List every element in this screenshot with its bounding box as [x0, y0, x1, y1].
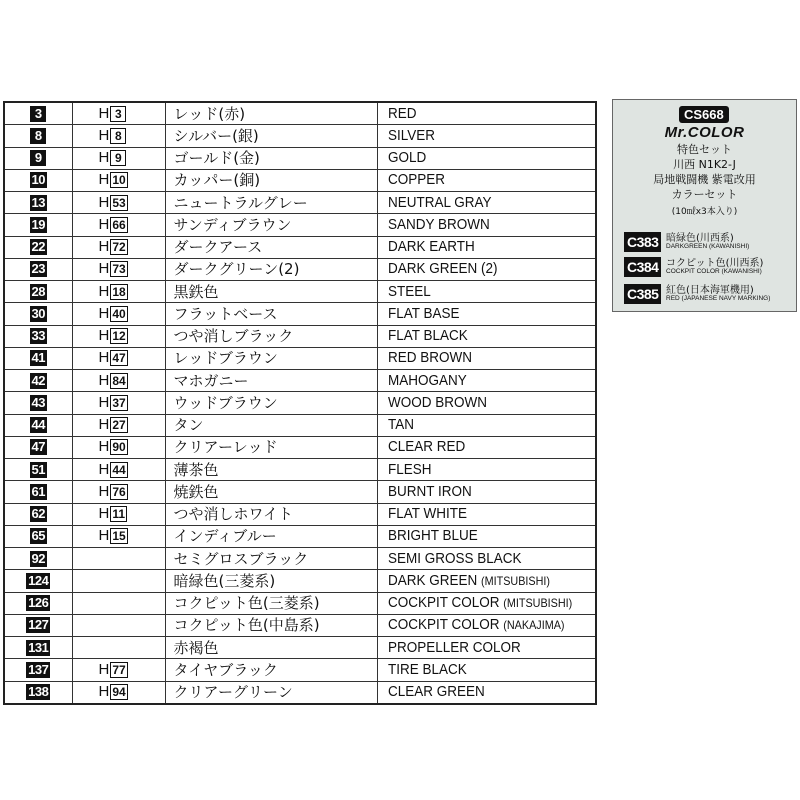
paint-number-badge: 62	[31, 506, 45, 522]
table-row	[4, 548, 596, 570]
paint-number-badge: 61	[31, 483, 45, 499]
english-name: FLAT BASE	[387, 304, 460, 322]
paint-reference-table	[3, 101, 597, 705]
paint-number-cell	[4, 481, 72, 503]
english-name-cell	[377, 570, 596, 592]
japanese-name: クリアーグリーン	[165, 681, 377, 704]
paint-number-badge: 138	[28, 684, 49, 700]
english-name-text	[388, 282, 431, 302]
table-row	[4, 303, 596, 325]
english-name-cell	[377, 681, 596, 704]
hobby-code-box: 47	[112, 351, 126, 366]
japanese-name: レッドブラウン	[165, 347, 377, 369]
english-name-text	[388, 348, 472, 368]
english-name: DARK GREEN (2)	[387, 260, 498, 278]
english-name: STEEL	[387, 282, 431, 300]
english-name-text	[388, 170, 445, 190]
japanese-name: 赤褐色	[165, 637, 377, 659]
english-name-text	[388, 371, 467, 391]
hobby-code-cell	[72, 637, 165, 659]
english-name-cell	[377, 214, 596, 236]
english-name-text	[388, 638, 521, 658]
hobby-prefix: H	[98, 438, 110, 456]
hobby-code-box: 3	[110, 106, 126, 122]
color-name-jp: 紅色(日本海軍機用)	[666, 285, 754, 296]
color-code-badge: C384	[624, 257, 661, 277]
paint-number-badge: 28	[31, 283, 45, 299]
paint-number-cell	[4, 258, 72, 280]
english-name-cell	[377, 459, 596, 481]
table-row	[4, 659, 596, 681]
japanese-name: ダークグリーン(2)	[165, 258, 377, 280]
hobby-code-box: 76	[112, 484, 126, 499]
paint-number-badge: 47	[31, 439, 45, 455]
hobby-code-cell	[72, 303, 165, 325]
set-code-badge: CS668	[679, 106, 729, 123]
brand-logo: Mr.COLOR	[664, 124, 745, 141]
japanese-name: インディブルー	[165, 525, 377, 547]
japanese-name: ダークアース	[165, 236, 377, 258]
hobby-code-cell	[72, 503, 165, 525]
paint-number-badge: 8	[30, 128, 46, 144]
hobby-code-cell	[72, 214, 165, 236]
japanese-name: 薄茶色	[165, 459, 377, 481]
english-name-text	[388, 193, 492, 213]
english-name-cell	[377, 392, 596, 414]
japanese-name: フラットベース	[165, 303, 377, 325]
english-name-text	[388, 482, 472, 502]
english-name: COCKPIT COLOR	[387, 594, 500, 612]
table-row	[4, 281, 596, 303]
japanese-name: つや消しブラック	[165, 325, 377, 347]
hobby-code-cell	[72, 236, 165, 258]
english-name: COCKPIT COLOR	[387, 616, 500, 634]
color-name-en: COCKPIT COLOR (KAWANISHI)	[666, 268, 762, 275]
english-name-text	[388, 326, 468, 346]
hobby-code-box: 90	[112, 440, 126, 455]
hobby-prefix: H	[98, 660, 110, 678]
paint-number-cell	[4, 392, 72, 414]
japanese-name: クリアーレッド	[165, 436, 377, 458]
hobby-code-box: 72	[112, 240, 126, 255]
hobby-prefix: H	[98, 238, 110, 256]
english-name-cell	[377, 592, 596, 614]
english-name-text	[388, 259, 498, 279]
hobby-code-cell	[72, 125, 165, 147]
paint-number-badge: 137	[28, 661, 49, 677]
english-name-cell	[377, 147, 596, 169]
table-row	[4, 169, 596, 191]
english-name-cell	[377, 236, 596, 258]
english-name-cell	[377, 169, 596, 191]
hobby-code-box: 84	[112, 373, 126, 388]
paint-number-cell	[4, 548, 72, 570]
paint-number-badge: 33	[31, 328, 45, 344]
japanese-name: セミグロスブラック	[165, 548, 377, 570]
hobby-code-box: 37	[112, 395, 126, 410]
japanese-name: 焼鉄色	[165, 481, 377, 503]
table-row	[4, 325, 596, 347]
english-name-cell	[377, 325, 596, 347]
table-row	[4, 102, 596, 125]
english-name-suffix: (MITSUBISHI)	[480, 573, 550, 588]
japanese-name: マホガニー	[165, 370, 377, 392]
table-row	[4, 637, 596, 659]
english-name-text	[388, 304, 460, 324]
paint-number-badge: 92	[31, 550, 45, 566]
color-code-badge: C385	[624, 284, 661, 304]
paint-number-badge: 42	[31, 372, 45, 388]
hobby-code-cell	[72, 592, 165, 614]
japanese-name: ウッドブラウン	[165, 392, 377, 414]
hobby-prefix: H	[98, 304, 110, 322]
color-name-en: DARKGREEN (KAWANISHI)	[666, 243, 750, 250]
english-name: WOOD BROWN	[387, 393, 487, 411]
paint-number-badge: 43	[31, 394, 45, 410]
english-name-cell	[377, 614, 596, 636]
set-line-4: カラーセット	[671, 188, 738, 201]
hobby-code-cell	[72, 281, 165, 303]
paint-number-cell	[4, 414, 72, 436]
hobby-code-box: 27	[112, 418, 126, 433]
set-line-2: 川西 N1K2-J	[673, 158, 736, 171]
hobby-code-box: 94	[112, 685, 126, 700]
paint-number-cell	[4, 436, 72, 458]
english-name-cell	[377, 125, 596, 147]
japanese-name: シルバー(銀)	[165, 125, 377, 147]
hobby-code-cell	[72, 347, 165, 369]
hobby-prefix: H	[98, 683, 110, 701]
paint-number-cell	[4, 102, 72, 125]
english-name-cell	[377, 347, 596, 369]
hobby-code-cell	[72, 481, 165, 503]
english-name: DARK EARTH	[387, 238, 475, 256]
hobby-prefix: H	[98, 505, 110, 523]
english-name-text	[388, 415, 414, 435]
english-name: DARK GREEN	[387, 571, 477, 589]
color-name-jp: コクピット色(川西系)	[666, 258, 764, 269]
english-name-text	[388, 504, 467, 524]
table-row	[4, 192, 596, 214]
japanese-name: サンディブラウン	[165, 214, 377, 236]
hobby-code-box: 77	[112, 662, 126, 677]
paint-number-cell	[4, 214, 72, 236]
paint-number-badge: 41	[31, 350, 45, 366]
paint-number-cell	[4, 325, 72, 347]
english-name-text	[388, 148, 426, 168]
japanese-name: つや消しホワイト	[165, 503, 377, 525]
english-name-text	[388, 615, 564, 635]
set-line-3: 局地戦闘機 紫電改用	[653, 173, 756, 186]
hobby-code-box: 18	[112, 284, 126, 299]
hobby-code-cell	[72, 102, 165, 125]
english-name: COPPER	[387, 171, 445, 189]
hobby-code-cell	[72, 614, 165, 636]
paint-number-cell	[4, 236, 72, 258]
table-row	[4, 370, 596, 392]
hobby-code-cell	[72, 548, 165, 570]
english-name-cell	[377, 503, 596, 525]
japanese-name: タン	[165, 414, 377, 436]
paint-number-cell	[4, 525, 72, 547]
set-line-1: 特色セット	[677, 143, 732, 156]
table-row	[4, 125, 596, 147]
table-row	[4, 236, 596, 258]
paint-number-badge: 126	[28, 595, 49, 611]
english-name: RED	[387, 104, 417, 122]
english-name: FLESH	[387, 460, 432, 478]
table-row	[4, 392, 596, 414]
hobby-prefix: H	[98, 171, 110, 189]
hobby-code-cell	[72, 169, 165, 191]
japanese-name: ゴールド(金)	[165, 147, 377, 169]
english-name-cell	[377, 281, 596, 303]
english-name-text	[388, 460, 432, 480]
english-name-cell	[377, 436, 596, 458]
english-name-cell	[377, 659, 596, 681]
english-name-text	[388, 393, 487, 413]
table-row	[4, 570, 596, 592]
paint-number-cell	[4, 659, 72, 681]
table-row	[4, 414, 596, 436]
english-name-cell	[377, 414, 596, 436]
hobby-prefix: H	[98, 327, 110, 345]
english-name: TIRE BLACK	[387, 660, 467, 678]
set-color-row	[624, 257, 794, 277]
table-row	[4, 436, 596, 458]
english-name: BURNT IRON	[387, 482, 472, 500]
hobby-code-cell	[72, 325, 165, 347]
english-name: BRIGHT BLUE	[387, 527, 478, 545]
table-row	[4, 214, 596, 236]
japanese-name: コクピット色(中島系)	[165, 614, 377, 636]
hobby-code-cell	[72, 392, 165, 414]
paint-number-badge: 51	[31, 461, 45, 477]
hobby-code-box: 53	[112, 195, 126, 210]
english-name-cell	[377, 258, 596, 280]
table-row	[4, 347, 596, 369]
english-name: FLAT BLACK	[387, 327, 468, 345]
table-row	[4, 147, 596, 169]
english-name-cell	[377, 548, 596, 570]
hobby-prefix: H	[98, 215, 110, 233]
paint-number-cell	[4, 459, 72, 481]
english-name-text	[388, 682, 485, 702]
paint-number-badge: 30	[31, 305, 45, 321]
paint-number-badge: 22	[31, 239, 45, 255]
paint-number-badge: 10	[31, 172, 45, 188]
japanese-name: コクピット色(三菱系)	[165, 592, 377, 614]
hobby-prefix: H	[98, 126, 110, 144]
hobby-code-cell	[72, 258, 165, 280]
english-name: TAN	[387, 416, 414, 434]
table-row	[4, 481, 596, 503]
hobby-code-box: 40	[112, 306, 126, 321]
japanese-name: カッパー(銅)	[165, 169, 377, 191]
paint-number-cell	[4, 303, 72, 325]
hobby-prefix: H	[98, 460, 110, 478]
paint-number-cell	[4, 169, 72, 191]
japanese-name: 黒鉄色	[165, 281, 377, 303]
paint-number-badge: 124	[28, 572, 49, 588]
hobby-prefix: H	[98, 527, 110, 545]
table-row	[4, 592, 596, 614]
paint-number-cell	[4, 637, 72, 659]
set-color-row	[624, 232, 794, 252]
english-name-text	[388, 437, 465, 457]
paint-number-badge: 44	[31, 417, 45, 433]
english-name-cell	[377, 303, 596, 325]
hobby-code-cell	[72, 659, 165, 681]
english-name-cell	[377, 637, 596, 659]
hobby-code-box: 9	[110, 150, 126, 166]
hobby-code-box: 66	[112, 217, 126, 232]
paint-number-badge: 19	[31, 216, 45, 232]
hobby-code-box: 8	[110, 128, 126, 144]
english-name-cell	[377, 102, 596, 125]
hobby-prefix: H	[98, 193, 110, 211]
paint-number-badge: 9	[30, 150, 46, 166]
set-color-row	[624, 284, 794, 304]
hobby-prefix: H	[98, 149, 110, 167]
paint-number-cell	[4, 281, 72, 303]
english-name-cell	[377, 192, 596, 214]
english-name: RED BROWN	[387, 349, 472, 367]
color-name-en: RED (JAPANESE NAVY MARKING)	[666, 295, 771, 302]
english-name: PROPELLER COLOR	[387, 638, 521, 656]
english-name-suffix: (NAKAJIMA)	[502, 618, 564, 633]
table-row	[4, 459, 596, 481]
paint-number-cell	[4, 503, 72, 525]
hobby-code-box: 11	[112, 507, 126, 522]
hobby-code-box: 10	[112, 173, 126, 188]
paint-number-badge: 13	[31, 194, 45, 210]
english-name: CLEAR RED	[387, 438, 465, 456]
table-row	[4, 503, 596, 525]
english-name-text	[388, 126, 435, 146]
paint-number-badge: 3	[30, 106, 46, 122]
english-name: CLEAR GREEN	[387, 683, 485, 701]
paint-number-cell	[4, 125, 72, 147]
paint-number-cell	[4, 681, 72, 704]
paint-number-badge: 23	[31, 261, 45, 277]
table-row	[4, 681, 596, 704]
hobby-prefix: H	[98, 260, 110, 278]
color-code-badge: C383	[624, 232, 661, 252]
hobby-prefix: H	[98, 371, 110, 389]
hobby-code-cell	[72, 570, 165, 592]
hobby-code-cell	[72, 681, 165, 704]
english-name-cell	[377, 481, 596, 503]
hobby-prefix: H	[98, 104, 110, 122]
english-name-text	[388, 593, 572, 613]
paint-number-cell	[4, 614, 72, 636]
table-row	[4, 258, 596, 280]
hobby-code-box: 73	[112, 262, 126, 277]
english-name: MAHOGANY	[387, 371, 467, 389]
english-name-cell	[377, 525, 596, 547]
hobby-code-cell	[72, 459, 165, 481]
english-name-text	[388, 104, 417, 124]
english-name-text	[388, 215, 490, 235]
hobby-code-box: 12	[112, 329, 126, 344]
english-name: NEUTRAL GRAY	[387, 193, 492, 211]
japanese-name: ニュートラルグレー	[165, 192, 377, 214]
english-name: SILVER	[387, 126, 435, 144]
hobby-code-box: 15	[112, 529, 126, 544]
hobby-prefix: H	[98, 482, 110, 500]
paint-number-cell	[4, 192, 72, 214]
paint-number-cell	[4, 147, 72, 169]
paint-number-cell	[4, 592, 72, 614]
english-name-text	[388, 549, 522, 569]
english-name-cell	[377, 370, 596, 392]
hobby-code-cell	[72, 414, 165, 436]
english-name-text	[388, 526, 478, 546]
paint-number-cell	[4, 570, 72, 592]
hobby-prefix: H	[98, 349, 110, 367]
hobby-prefix: H	[98, 393, 110, 411]
table-row	[4, 525, 596, 547]
hobby-code-cell	[72, 525, 165, 547]
english-name: FLAT WHITE	[387, 505, 467, 523]
color-name-jp: 暗緑色(川西系)	[666, 233, 734, 244]
paint-number-cell	[4, 370, 72, 392]
hobby-code-box: 44	[112, 462, 126, 477]
paint-number-badge: 65	[31, 528, 45, 544]
english-name-text	[388, 660, 467, 680]
paint-number-cell	[4, 347, 72, 369]
hobby-prefix: H	[98, 282, 110, 300]
japanese-name: レッド(赤)	[165, 102, 377, 125]
english-name: SEMI GROSS BLACK	[387, 549, 522, 567]
hobby-code-cell	[72, 192, 165, 214]
paint-number-badge: 131	[28, 639, 49, 655]
set-line-5: (10㎖x3本入り)	[671, 207, 738, 217]
english-name-text	[388, 237, 475, 257]
hobby-code-cell	[72, 370, 165, 392]
table-row	[4, 614, 596, 636]
hobby-code-cell	[72, 436, 165, 458]
color-set-card	[612, 99, 797, 312]
japanese-name: 暗緑色(三菱系)	[165, 570, 377, 592]
english-name: SANDY BROWN	[387, 215, 490, 233]
english-name: GOLD	[387, 149, 426, 167]
hobby-prefix: H	[98, 416, 110, 434]
english-name-text	[388, 571, 550, 591]
paint-number-badge: 127	[28, 617, 49, 633]
hobby-code-cell	[72, 147, 165, 169]
english-name-suffix: (MITSUBISHI)	[502, 596, 572, 611]
japanese-name: タイヤブラック	[165, 659, 377, 681]
